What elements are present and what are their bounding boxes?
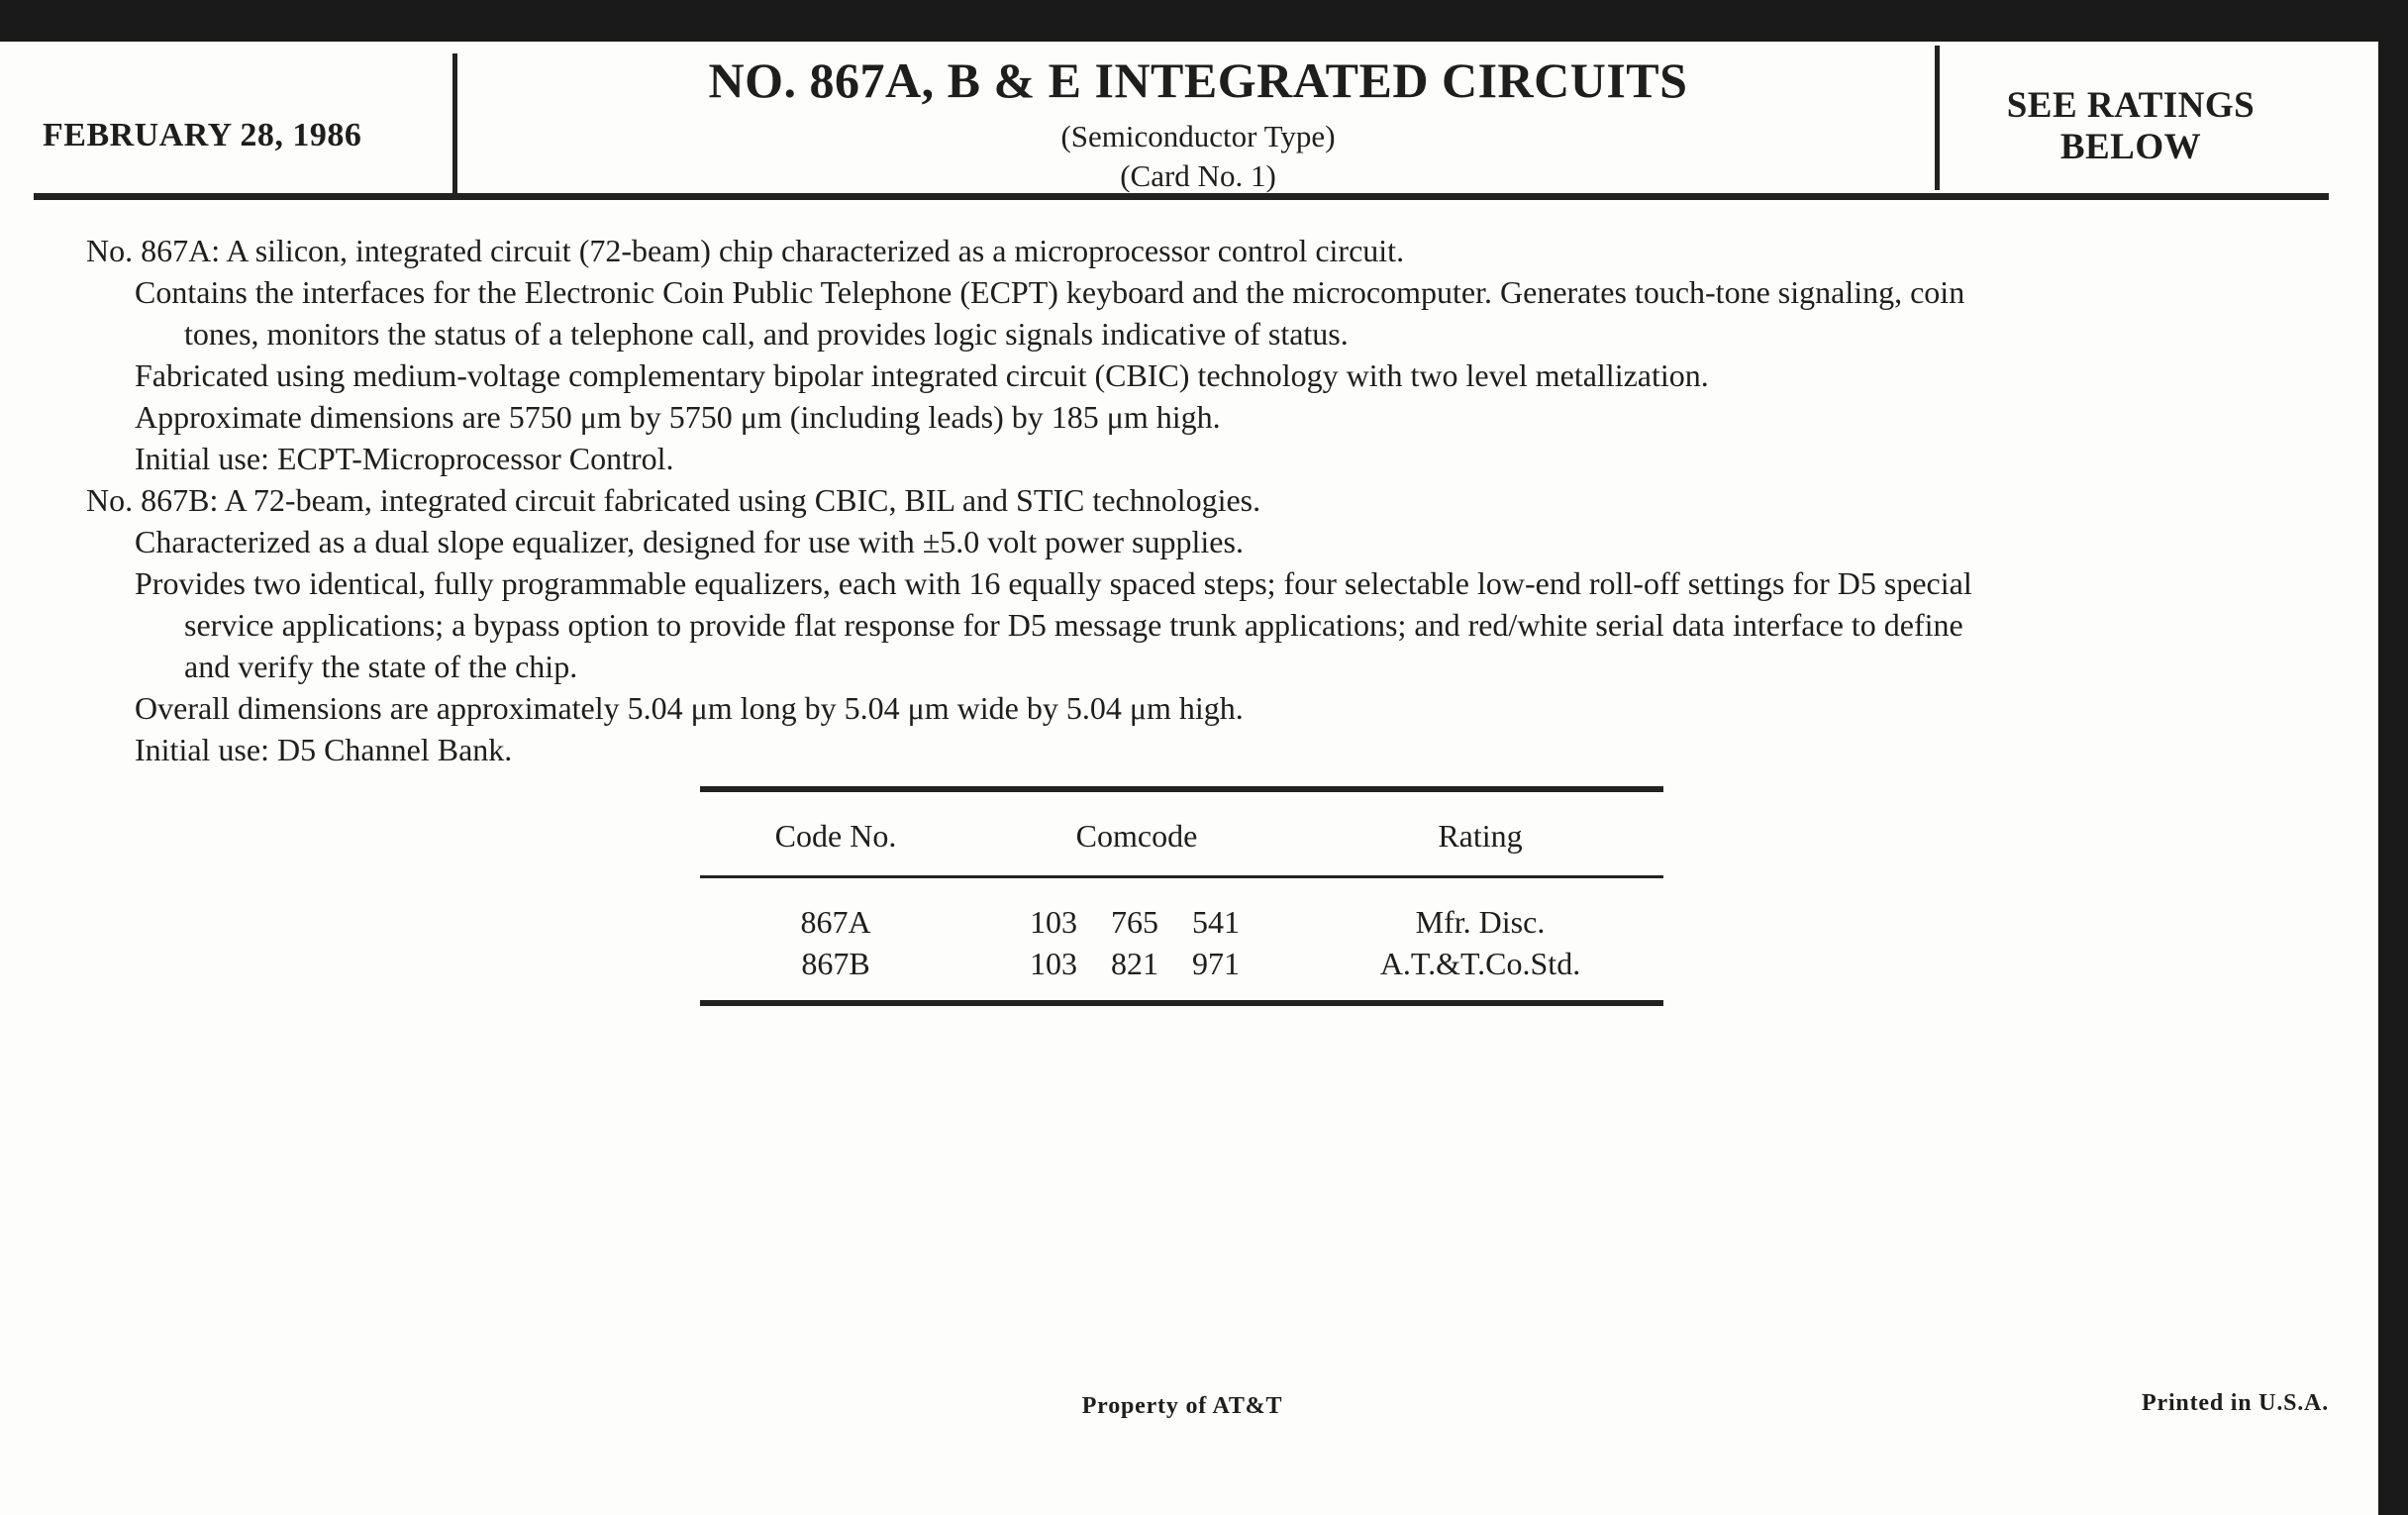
card-number: (Card No. 1) xyxy=(1120,158,1276,193)
ratings-note-line2: BELOW xyxy=(2059,127,2202,167)
description-line: No. 867B: A 72-beam, integrated circuit fabricated using CBIC, BIL and STIC technologies. xyxy=(86,482,1261,518)
comcode-part: 971 xyxy=(1192,946,1240,981)
description-line: Initial use: ECPT-Microprocessor Control. xyxy=(135,441,674,476)
document-title: NO. 867A, B & E INTEGRATED CIRCUITS xyxy=(708,52,1688,108)
header-divider-left xyxy=(452,53,457,197)
column-header-comcode: Comcode xyxy=(1075,818,1198,854)
table-top-rule xyxy=(700,786,1663,792)
scan-border-right xyxy=(2378,0,2408,1515)
description-line: Fabricated using medium-voltage complementary bipolar integrated circuit (CBIC) technology with two level metallization. xyxy=(135,357,1709,393)
table-bottom-rule xyxy=(700,1000,1663,1006)
header-rule xyxy=(34,193,2329,200)
rating-cell: Mfr. Disc. xyxy=(1415,904,1546,940)
table-header-rule xyxy=(700,875,1663,878)
description-line: and verify the state of the chip. xyxy=(184,649,578,684)
description-line: tones, monitors the status of a telephone call, and provides logic signals indicative of status. xyxy=(184,316,1349,352)
comcode-part: 765 xyxy=(1111,904,1158,940)
description-line: Characterized as a dual slope equalizer, designed for use with ±5.0 volt power supplies. xyxy=(135,524,1244,559)
code-cell: 867B xyxy=(801,946,870,981)
property-notice: Property of AT&T xyxy=(1081,1393,1283,1419)
printed-notice: Printed in U.S.A. xyxy=(2142,1390,2329,1416)
comcode-part: 103 xyxy=(1030,946,1077,981)
description-line: Contains the interfaces for the Electronic Coin Public Telephone (ECPT) keyboard and the microcomputer. Generates touch-tone signaling, coin xyxy=(135,274,1965,310)
description-line: No. 867A: A silicon, integrated circuit (72-beam) chip characterized as a microprocessor control circuit. xyxy=(86,233,1405,268)
description-line: Overall dimensions are approximately 5.04 μm long by 5.04 μm wide by 5.04 μm high. xyxy=(135,690,1244,726)
scan-border-top xyxy=(0,0,2408,42)
description-line: Initial use: D5 Channel Bank. xyxy=(135,732,513,767)
rating-cell: A.T.&T.Co.Std. xyxy=(1379,946,1581,981)
comcode-part: 541 xyxy=(1192,904,1240,940)
code-cell: 867A xyxy=(800,904,871,940)
comcode-part: 821 xyxy=(1111,946,1158,981)
column-header-rating: Rating xyxy=(1438,818,1523,854)
description-line: Provides two identical, fully programmable equalizers, each with 16 equally spaced steps; four selectable low-end roll-off settings for D5 special xyxy=(135,565,1972,601)
description-line: Approximate dimensions are 5750 μm by 5750 μm (including leads) by 185 μm high. xyxy=(135,399,1221,435)
column-header-code: Code No. xyxy=(774,818,897,854)
header-divider-right xyxy=(1935,46,1940,190)
ratings-note-line1: SEE RATINGS xyxy=(2006,85,2256,126)
document-subtitle: (Semiconductor Type) xyxy=(1060,119,1336,153)
comcode-part: 103 xyxy=(1030,904,1077,940)
document-date: FEBRUARY 28, 1986 xyxy=(43,117,362,153)
description-line: service applications; a bypass option to provide flat response for D5 message trunk applications; and red/white serial data interface to define xyxy=(184,607,1963,643)
